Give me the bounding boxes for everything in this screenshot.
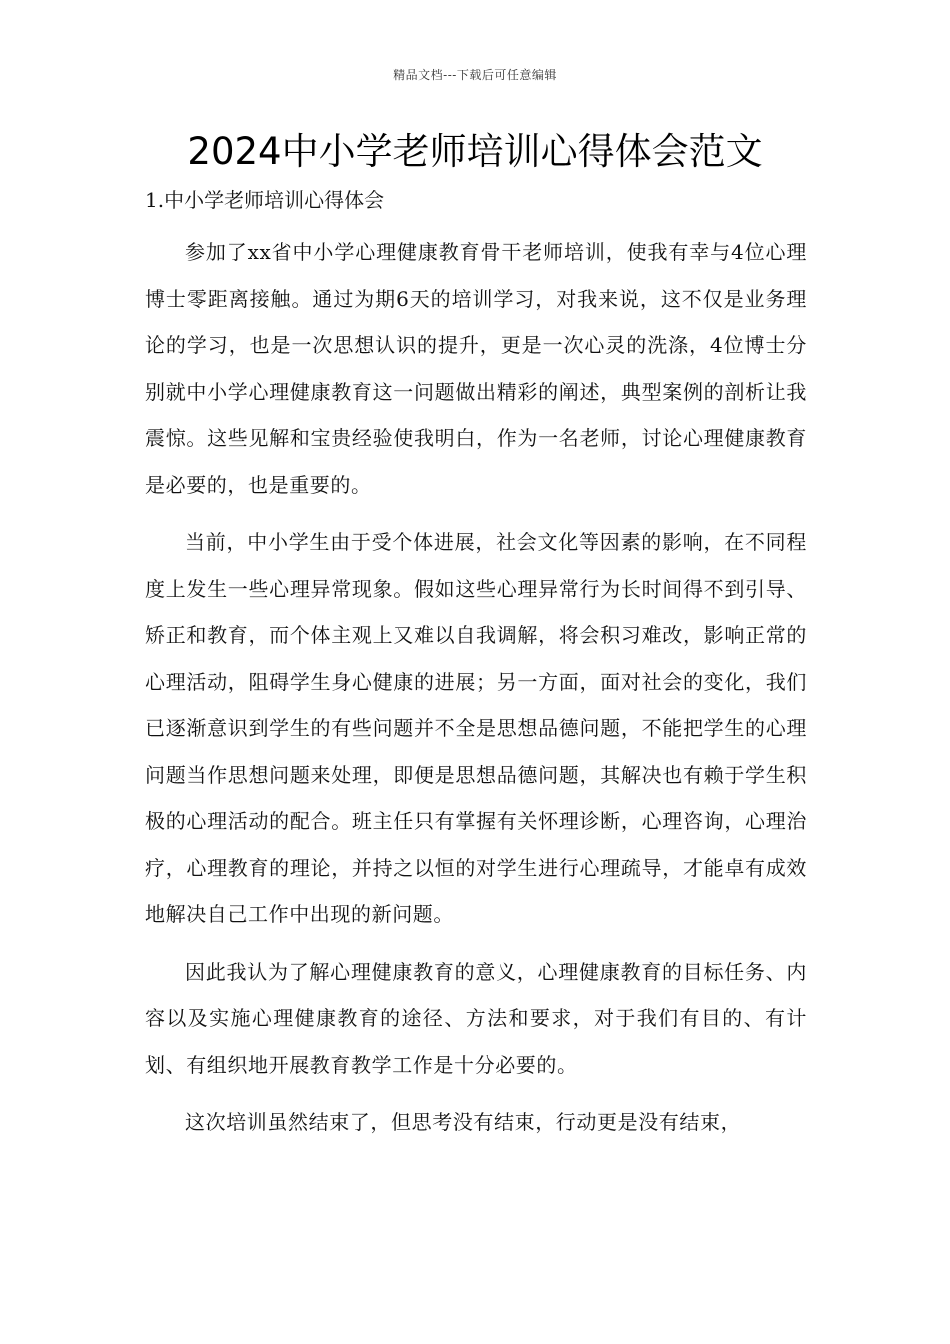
paragraph-4: 这次培训虽然结束了，但思考没有结束，行动更是没有结束， xyxy=(185,1110,742,1134)
paragraph-3: 因此我认为了解心理健康教育的意义，心理健康教育的目标任务、内容以及实施心理健康教育的途径、方法和要求，对于我们有目的、有计划、有组织地开展教育教学工作是十分必要的。 xyxy=(145,959,807,1077)
paragraph-1: 参加了xx省中小学心理健康教育骨干老师培训，使我有幸与4位心理博士零距离接触。通过为期6天的培训学习，对我来说，这不仅是业务理论的学习，也是一次思想认识的提升，更是一次心灵的洗涤，4位博士分别就中小学心理健康教育这一问题做出精彩的阐述，典型案例的剖析让我震惊。这些见解和宝贵经验使我明白，作为一名老师，讨论心理健康教育是必要的，也是重要的。 xyxy=(145,240,807,497)
section-heading: 1.中小学老师培训心得体会 xyxy=(145,188,385,212)
header-note: 精品文档---下载后可任意编辑 xyxy=(393,68,557,82)
document-title: 2024中小学老师培训心得体会范文 xyxy=(187,130,763,173)
paragraph-2: 当前，中小学生由于受个体进展，社会文化等因素的影响，在不同程度上发生一些心理异常现象。假如这些心理异常行为长时间得不到引导、矫正和教育，而个体主观上又难以自我调解，将会积习难改，影响正常的心理活动，阻碍学生身心健康的进展；另一方面，面对社会的变化，我们已逐渐意识到学生的有些问题并不全是思想品德问题，不能把学生的心理问题当作思想问题来处理，即便是思想品德问题，其解决也有赖于学生积极的心理活动的配合。班主任只有掌握有关怀理诊断，心理咨询，心理治疗，心理教育的理论，并持之以恒的对学生进行心理疏导，才能卓有成效地解决自己工作中出现的新问题。 xyxy=(145,530,807,926)
body-text xyxy=(145,229,807,1157)
